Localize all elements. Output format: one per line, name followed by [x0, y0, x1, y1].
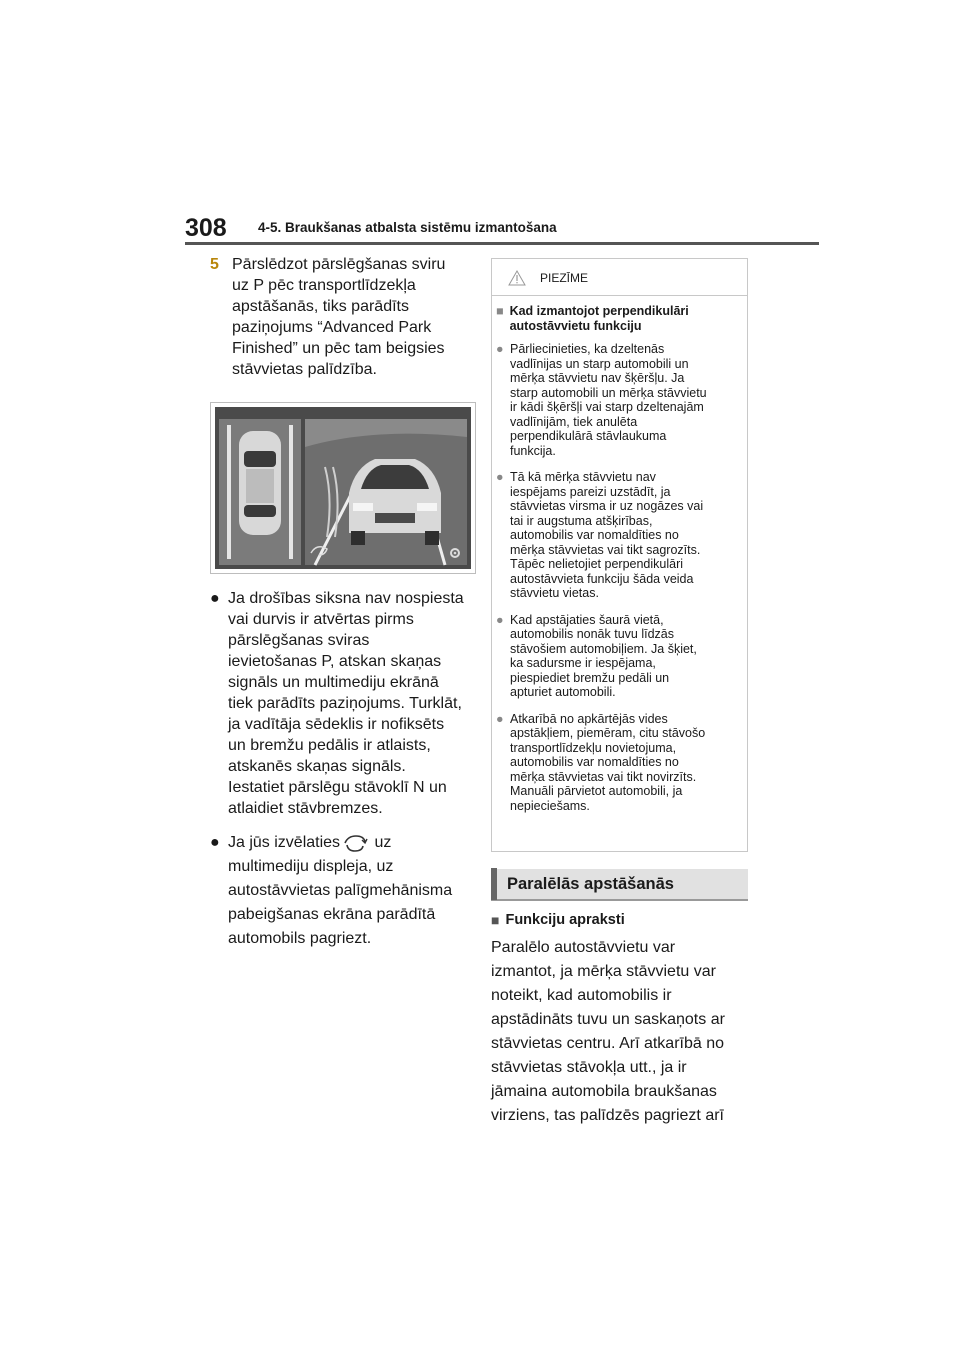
header-rule	[185, 242, 819, 245]
step-number: 5	[210, 256, 219, 273]
section-title: Paralēlās apstāšanās	[507, 874, 674, 893]
rotate-car-icon	[342, 833, 368, 853]
bullet-dot-icon: ●	[496, 470, 504, 484]
screen-image	[215, 407, 471, 569]
warning-triangle-icon	[508, 270, 526, 286]
chapter-title: 4-5. Braukšanas atbalsta sistēmu izmantošana	[258, 220, 557, 235]
note-box	[491, 258, 748, 852]
bullet-text-part: Ja jūs izvēlaties	[228, 834, 341, 851]
step-5	[210, 254, 470, 380]
bullet-item	[210, 588, 470, 819]
bullet-text-part: uz	[370, 834, 392, 851]
bullet-text: Ja drošības siksna nav nospiesta vai durvis ir atvērtas pirms pārslēgšanas sviras ievietošanas P, atskan skaņas signāls un multimediju ekrānā tiek parādīts paziņojums. Turklāt, ja vadītāja sēdeklis ir nofiksēts un bremžu pedālis ir atlaists, atskanēs skaņas signāls. Iestatiet pārslēgu stāvoklī N un atlaidiet stāvbremzes.	[228, 590, 464, 817]
top-view-car	[239, 431, 281, 535]
note-item: ● Tā kā mērķa stāvvietu nav iespējams pareizi uzstādīt, ja stāvvietas virsma ir uz nogāzes vai tai ir augstuma atšķirības, automobilis var nomaldīties no mērķa stāvvietas vai tikt sagrozīts. Tāpēc nelietojiet perpendikulāri autostāvvieta funkciju šāda veida stāvvietu vietas.	[496, 470, 704, 600]
bullet-text-part: multimediju displeja, uz autostāvvietas palīgmehānisma pabeigšanas ekrāna parādītā automobils pagriezt.	[228, 858, 453, 947]
note-header	[492, 259, 747, 291]
parking-finished-screen-illustration	[210, 402, 476, 574]
section-paragraph: Paralēlo autostāvvietu var izmantot, ja mērķa stāvvietu var noteikt, kad automobilis ir apstādināts tuvu un saskaņots ar stāvvietas centru. Arī atkarībā no stāvvietas stāvokļa utt., ja ir jāmaina automobila braukšanas virziens, tas palīdzēs pagriezt arī	[491, 939, 725, 1124]
section-bar	[491, 868, 497, 900]
square-bullet-icon: ■	[496, 304, 504, 318]
bullet-item	[210, 831, 470, 951]
bullet-dot-icon: ●	[496, 711, 504, 726]
front-view-car	[349, 459, 441, 545]
square-bullet-icon: ■	[491, 912, 500, 928]
left-column	[210, 254, 470, 951]
note-label: PIEZĪME	[540, 271, 589, 285]
section-heading	[491, 869, 748, 901]
bullet-dot-icon: ●	[210, 834, 220, 851]
note-item: ● Atkarībā no apkārtējās vides apstākļiem, piemēram, citu stāvošo transportlīdzekļu novietojuma, automobilis var nomaldīties no mērķa stāvvietas vai tikt novirzīts. Manuāli pārvietot automobili, ja nepieciešams.	[496, 711, 706, 813]
subheading: ■ Funkciju apraksti	[491, 908, 753, 932]
bullet-dot-icon: ●	[496, 612, 504, 627]
note-title: ■ Kad izmantojot perpendikulāri autostāvvietu funkciju	[496, 304, 689, 333]
right-column	[491, 908, 753, 1128]
bullet-dot-icon: ●	[496, 342, 504, 356]
note-item: ● Pārliecinieties, ka dzeltenās vadlīnijas un starp automobili un mērķa stāvvietu nav šķēršļu. Ja starp automobili un mērķa stāvvietu ir kādi šķēršļi vai starp dzeltenajām vadlīnijām, tiek anulēta perpendikulārā stāvlaukuma funkcija.	[496, 342, 707, 458]
bullet-dot-icon: ●	[210, 590, 220, 607]
bullet-text	[228, 831, 470, 951]
page-number: 308	[185, 214, 227, 242]
step-text: Pārslēdzot pārslēgšanas sviru uz P pēc transportlīdzekļa apstāšanās, tiks parādīts paziņojums “Advanced Park Finished” un pēc tam beigsies stāvvietas palīdzība.	[232, 256, 446, 378]
note-item: ● Kad apstājaties šaurā vietā, automobilis nonāk tuvu līdzās stāvošiem automobiļiem. Ja šķiet, ka sadursme ir iespējama, piespiediet bremžu pedāli un apturiet automobili.	[496, 612, 697, 699]
